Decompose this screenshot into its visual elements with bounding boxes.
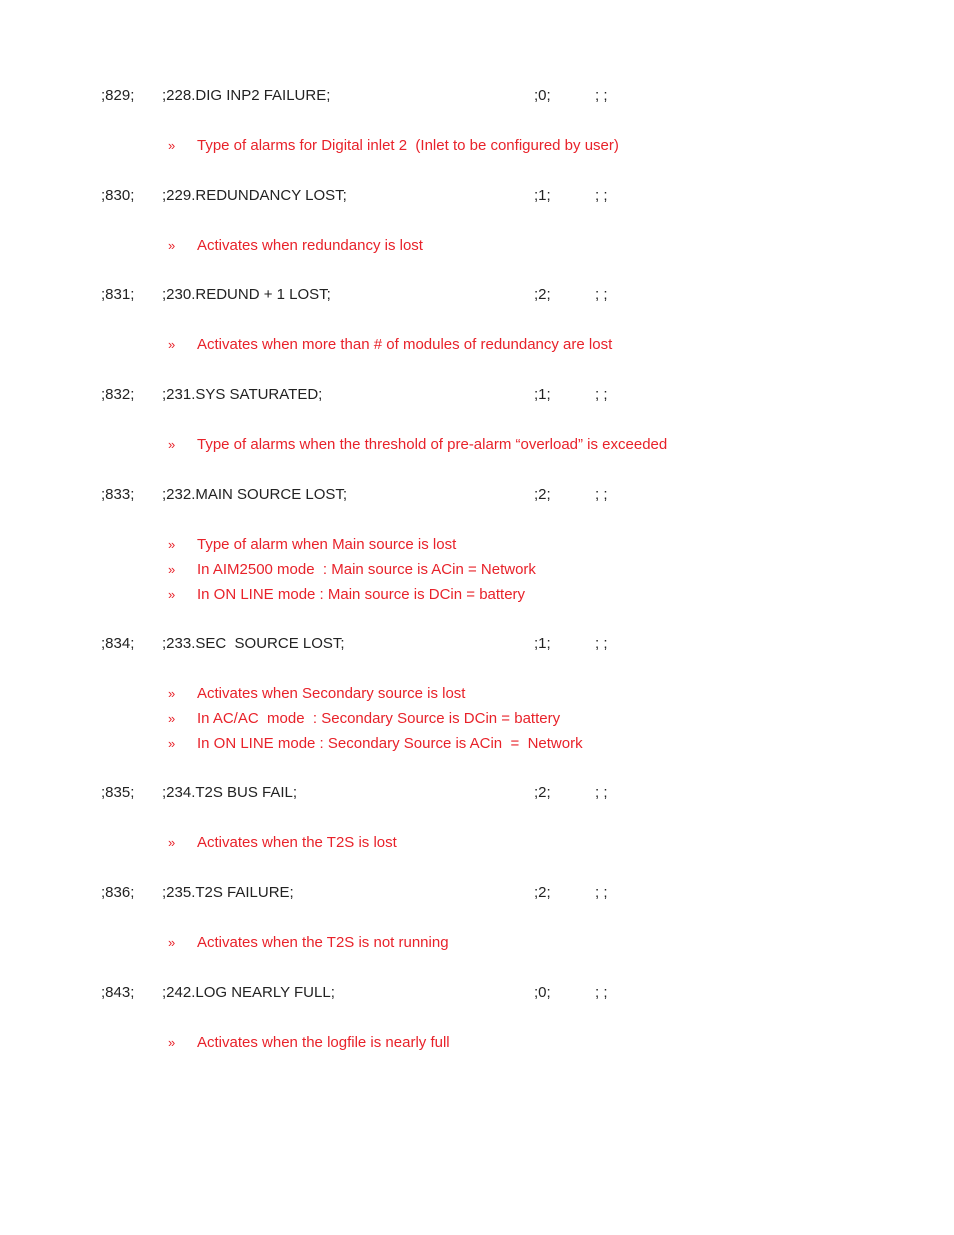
note-text: In AC/AC mode : Secondary Source is DCin = battery bbox=[197, 710, 561, 727]
alarm-tail: ; ; bbox=[595, 884, 608, 901]
alarm-name: ;228.DIG INP2 FAILURE; bbox=[162, 87, 331, 104]
bullet-icon: » bbox=[168, 835, 176, 850]
alarm-level: ;2; bbox=[534, 784, 551, 801]
alarm-tail: ; ; bbox=[595, 635, 608, 652]
alarm-note bbox=[0, 709, 954, 729]
note-text: Activates when Secondary source is lost bbox=[197, 685, 466, 702]
note-text: In AIM2500 mode : Main source is ACin = Network bbox=[197, 561, 536, 578]
alarm-entry-row bbox=[0, 285, 954, 305]
note-text: In ON LINE mode : Main source is DCin = battery bbox=[197, 586, 526, 603]
alarm-entry-row bbox=[0, 783, 954, 803]
alarm-note bbox=[0, 684, 954, 704]
note-text: Type of alarms when the threshold of pre-alarm “overload” is exceeded bbox=[197, 436, 668, 453]
alarm-note bbox=[0, 734, 954, 754]
alarm-note bbox=[0, 833, 954, 853]
alarm-tail: ; ; bbox=[595, 486, 608, 503]
note-text: Activates when more than # of modules of redundancy are lost bbox=[197, 336, 613, 353]
bullet-icon: » bbox=[168, 562, 176, 577]
alarm-name: ;230.REDUND + 1 LOST; bbox=[162, 286, 331, 303]
bullet-icon: » bbox=[168, 138, 176, 153]
bullet-icon: » bbox=[168, 686, 176, 701]
alarm-level: ;2; bbox=[534, 884, 551, 901]
alarm-name: ;242.LOG NEARLY FULL; bbox=[162, 984, 335, 1001]
alarm-code: ;834; bbox=[101, 635, 135, 652]
alarm-tail: ; ; bbox=[595, 386, 608, 403]
bullet-icon: » bbox=[168, 587, 176, 602]
alarm-code: ;835; bbox=[101, 784, 135, 801]
alarm-note bbox=[0, 435, 954, 455]
alarm-note bbox=[0, 535, 954, 555]
alarm-level: ;2; bbox=[534, 286, 551, 303]
alarm-entry-row bbox=[0, 86, 954, 106]
note-text: Activates when the logfile is nearly full bbox=[197, 1034, 450, 1051]
alarm-name: ;234.T2S BUS FAIL; bbox=[162, 784, 298, 801]
alarm-level: ;1; bbox=[534, 386, 551, 403]
alarm-entry-row bbox=[0, 186, 954, 206]
alarm-entry-row bbox=[0, 634, 954, 654]
alarm-name: ;233.SEC SOURCE LOST; bbox=[162, 635, 345, 652]
bullet-icon: » bbox=[168, 537, 176, 552]
alarm-code: ;836; bbox=[101, 884, 135, 901]
note-text: Activates when redundancy is lost bbox=[197, 237, 423, 254]
alarm-tail: ; ; bbox=[595, 87, 608, 104]
bullet-icon: » bbox=[168, 736, 176, 751]
alarm-entry-row bbox=[0, 385, 954, 405]
alarm-code: ;832; bbox=[101, 386, 135, 403]
alarm-entry-row bbox=[0, 983, 954, 1003]
note-text: Activates when the T2S is not running bbox=[197, 934, 449, 951]
alarm-code: ;843; bbox=[101, 984, 135, 1001]
alarm-code: ;829; bbox=[101, 87, 135, 104]
alarm-code: ;830; bbox=[101, 187, 135, 204]
alarm-note bbox=[0, 585, 954, 605]
note-text: Type of alarms for Digital inlet 2 (Inlet to be configured by user) bbox=[197, 137, 619, 154]
alarm-tail: ; ; bbox=[595, 286, 608, 303]
alarm-level: ;1; bbox=[534, 635, 551, 652]
alarm-code: ;831; bbox=[101, 286, 135, 303]
alarm-note bbox=[0, 1033, 954, 1053]
alarm-note bbox=[0, 560, 954, 580]
bullet-icon: » bbox=[168, 337, 176, 352]
note-text: In ON LINE mode : Secondary Source is ACin = Network bbox=[197, 735, 583, 752]
alarm-entry-row bbox=[0, 883, 954, 903]
bullet-icon: » bbox=[168, 935, 176, 950]
alarm-note bbox=[0, 933, 954, 953]
alarm-tail: ; ; bbox=[595, 784, 608, 801]
alarm-name: ;232.MAIN SOURCE LOST; bbox=[162, 486, 348, 503]
bullet-icon: » bbox=[168, 437, 176, 452]
alarm-name: ;235.T2S FAILURE; bbox=[162, 884, 294, 901]
alarm-tail: ; ; bbox=[595, 187, 608, 204]
alarm-name: ;231.SYS SATURATED; bbox=[162, 386, 323, 403]
alarm-level: ;2; bbox=[534, 486, 551, 503]
bullet-icon: » bbox=[168, 711, 176, 726]
alarm-code: ;833; bbox=[101, 486, 135, 503]
alarm-name: ;229.REDUNDANCY LOST; bbox=[162, 187, 347, 204]
alarm-tail: ; ; bbox=[595, 984, 608, 1001]
alarm-entry-row bbox=[0, 485, 954, 505]
bullet-icon: » bbox=[168, 1035, 176, 1050]
alarm-level: ;0; bbox=[534, 87, 551, 104]
alarm-note bbox=[0, 335, 954, 355]
alarm-level: ;1; bbox=[534, 187, 551, 204]
note-text: Activates when the T2S is lost bbox=[197, 834, 397, 851]
note-text: Type of alarm when Main source is lost bbox=[197, 536, 457, 553]
alarm-note bbox=[0, 136, 954, 156]
alarm-note bbox=[0, 236, 954, 256]
alarm-level: ;0; bbox=[534, 984, 551, 1001]
bullet-icon: » bbox=[168, 238, 176, 253]
